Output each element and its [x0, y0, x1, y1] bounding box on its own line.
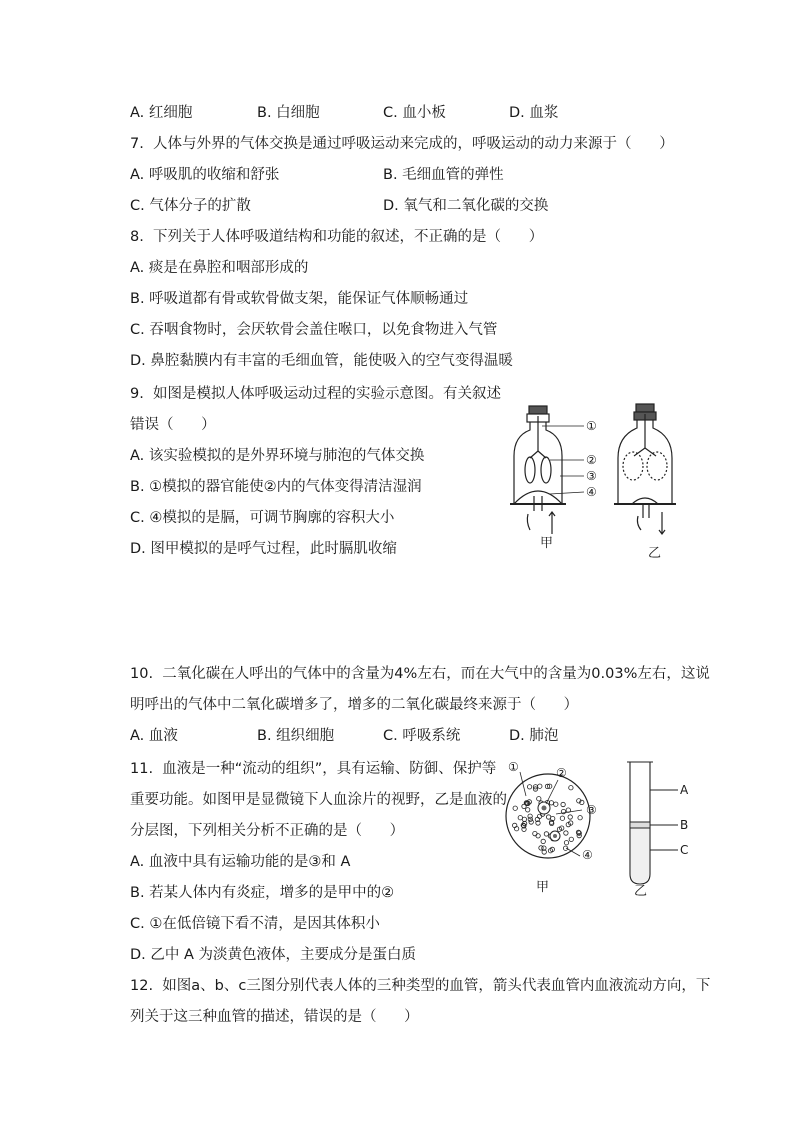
q11-label-2: ②: [556, 766, 567, 780]
q9-option-d: D. 图甲模拟的是呼气过程，此时膈肌收缩: [130, 541, 397, 557]
q10-option-a: A. 血液: [130, 728, 178, 744]
q6-option-d: D. 血浆: [509, 105, 559, 121]
q11-caption-left: 甲: [536, 880, 550, 895]
q6-option-a: A. 红细胞: [130, 105, 193, 121]
q9-option-c: C. ④模拟的是膈，可调节胸廓的容积大小: [130, 510, 395, 526]
q9-label-1: ①: [586, 419, 597, 433]
q11-label-4: ④: [582, 848, 593, 862]
q11-label-b: B: [680, 818, 689, 832]
q8-stem: 8. 下列关于人体呼吸道结构和功能的叙述，不正确的是（ ）: [130, 229, 544, 245]
q9-label-2: ②: [586, 453, 597, 467]
q9-stem-line1: 9. 如图是模拟人体呼吸运动过程的实验示意图。有关叙述: [130, 386, 502, 402]
q10-option-b: B. 组织细胞: [257, 728, 335, 744]
q8-option-b: B. 呼吸道都有骨或软骨做支架，能保证气体顺畅通过: [130, 291, 469, 307]
q10-option-c: C. 呼吸系统: [383, 728, 461, 744]
q11-label-a: A: [680, 783, 689, 797]
q11-label-1: ①: [508, 760, 519, 774]
q11-option-d: D. 乙中 A 为淡黄色液体，主要成分是蛋白质: [130, 947, 417, 963]
q9-label-3: ③: [586, 469, 597, 483]
q7-stem: 7. 人体与外界的气体交换是通过呼吸运动来完成的，呼吸运动的动力来源于（ ）: [130, 136, 674, 152]
q11-option-a: A. 血液中具有运输功能的是③和 A: [130, 854, 351, 870]
q10-option-d: D. 肺泡: [509, 728, 559, 744]
q7-option-d: D. 氧气和二氧化碳的交换: [383, 198, 549, 214]
q10-stem-line2: 明呼出的气体中二氧化碳增多了，增多的二氧化碳最终来源于（ ）: [130, 697, 579, 713]
q9-caption-left: 甲: [540, 536, 554, 551]
q9-option-b: B. ①模拟的器官能使②内的气体变得清洁湿润: [130, 479, 422, 495]
q11-label-3: ③: [586, 803, 597, 817]
q12-stem-line1: 12. 如图a、b、c三图分别代表人体的三种类型的血管，箭头代表血管内血液流动方向，下: [130, 978, 711, 994]
q11-figure-blood: [500, 758, 710, 898]
q7-option-b: B. 毛细血管的弹性: [383, 167, 504, 183]
q11-label-c: C: [680, 843, 689, 857]
q12-stem-line2: 列关于这三种血管的描述，错误的是（ ）: [130, 1009, 419, 1025]
q11-option-c: C. ①在低倍镜下看不清，是因其体积小: [130, 916, 380, 932]
q8-option-a: A. 痰是在鼻腔和咽部形成的: [130, 260, 309, 276]
q10-stem-line1: 10. 二氧化碳在人呼出的气体中的含量为4%左右，而在大气中的含量为0.03%左右，这说: [130, 666, 710, 682]
bell-jar-right: [614, 404, 676, 534]
q9-option-a: A. 该实验模拟的是外界环境与肺泡的气体交换: [130, 448, 425, 464]
q11-stem-line3: 分层图，下列相关分析不正确的是（ ）: [130, 823, 405, 839]
q6-option-c: C. 血小板: [383, 105, 446, 121]
q11-stem-line1: 11. 血液是一种“流动的组织”，具有运输、防御、保护等: [130, 761, 497, 777]
bell-jar-left: [510, 406, 566, 534]
q9-label-4: ④: [586, 485, 597, 499]
q7-option-c: C. 气体分子的扩散: [130, 198, 251, 214]
q8-option-c: C. 吞咽食物时，会厌软骨会盖住喉口，以免食物进入气管: [130, 322, 498, 338]
q9-stem-line2: 错误（ ）: [130, 417, 216, 433]
test-tube: [627, 762, 678, 884]
q11-stem-line2: 重要功能。如图甲是显微镜下人血涂片的视野，乙是血液的: [130, 792, 507, 808]
q6-option-b: B. 白细胞: [257, 105, 320, 121]
q7-option-a: A. 呼吸肌的收缩和舒张: [130, 167, 280, 183]
q9-figure-bell-jars: [500, 396, 700, 566]
q11-caption-right: 乙: [634, 884, 648, 899]
q9-caption-right: 乙: [648, 546, 662, 561]
q8-option-d: D. 鼻腔黏膜内有丰富的毛细血管，能使吸入的空气变得温暖: [130, 353, 513, 369]
q11-option-b: B. 若某人体内有炎症，增多的是甲中的②: [130, 885, 395, 901]
